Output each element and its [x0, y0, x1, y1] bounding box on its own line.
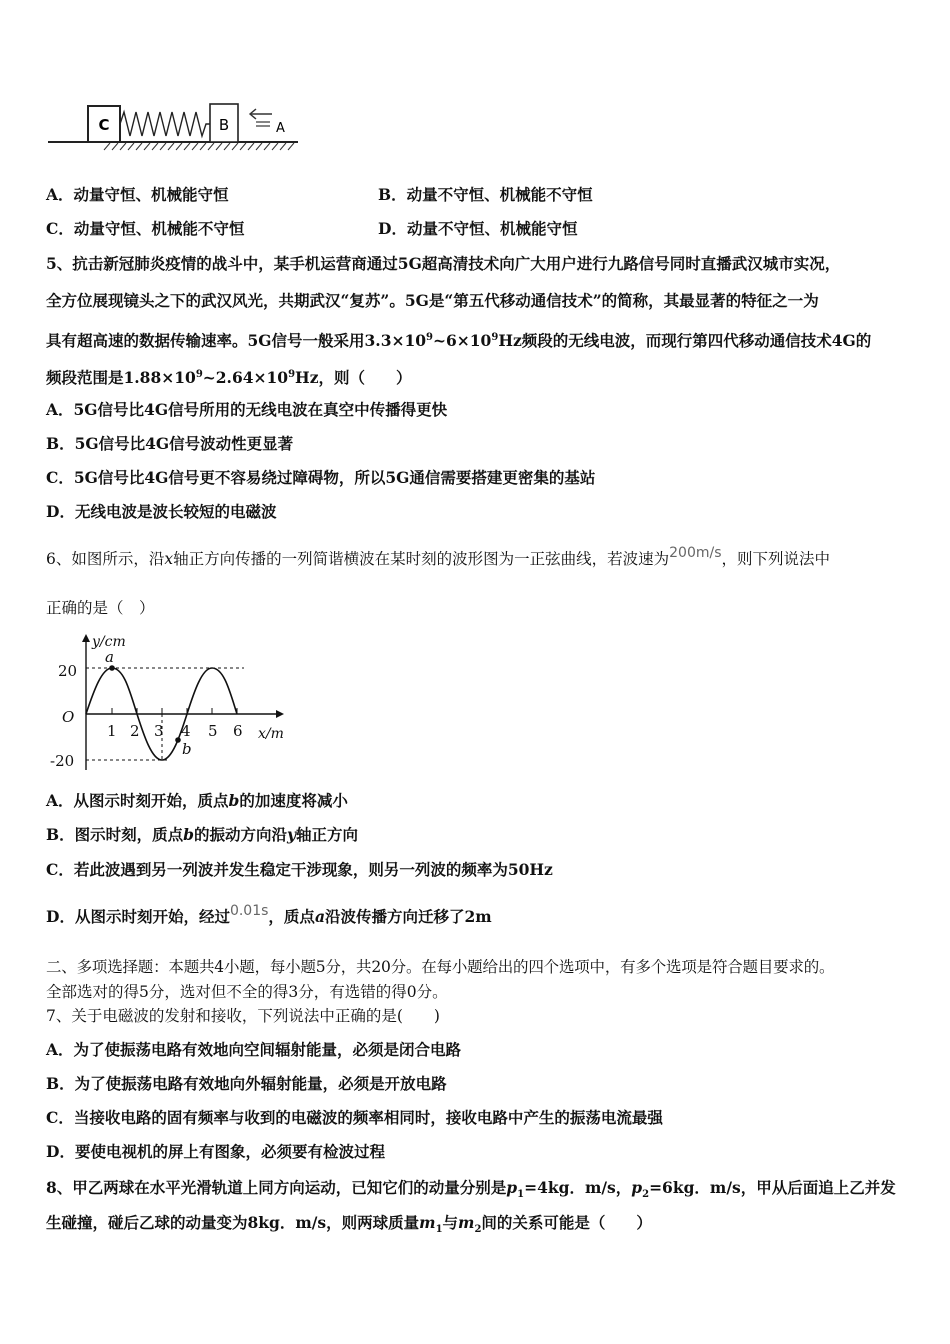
q5-line4-exp1: 9 [195, 369, 203, 380]
q5-stem-line-3 [46, 327, 871, 352]
q5-stem-line-4 [46, 364, 412, 389]
q6-opt-a-text-1: A．从图示时刻开始，质点 [46, 791, 229, 810]
q6-opt-d-time: 0.01s [229, 903, 269, 919]
q6-stem-line-2: 正确的是（ ） [46, 599, 155, 617]
q5-line4-text-c: Hz，则（ ） [295, 368, 412, 388]
point-b-label: b [182, 740, 192, 758]
y-axis-label: y/cm [92, 634, 126, 650]
q6-opt-a-text-2: 的加速度将减小 [239, 791, 348, 810]
x-tick-3: 3 [154, 722, 164, 740]
q6-opt-d-text-1: D．从图示时刻开始，经过 [46, 907, 230, 926]
section2-line-2: 全部选对的得5分，选对但不全的得3分，有选错的得0分。 [46, 983, 448, 1001]
q6-opt-d-var: a [314, 907, 325, 926]
q8-l1-text-c: =6kg．m/s，甲从后面追上乙并发 [649, 1178, 896, 1197]
q4-option-c: C．动量守恒、机械能不守恒 [46, 219, 245, 238]
q5-line3-text-c: Hz频段的无线电波，而现行第四代移动通信技术4G的 [498, 331, 872, 351]
q5-option-b: B．5G信号比4G信号波动性更显著 [46, 434, 294, 453]
section2-line-1: 二、多项选择题：本题共4小题，每小题5分，共20分。在每小题给出的四个选项中，有多个选项是符合题目要求的。 [46, 958, 835, 976]
q8-m1-sub: 1 [435, 1224, 443, 1236]
x-tick-6: 6 [233, 722, 243, 740]
block-c-label: C [98, 116, 110, 134]
q6-opt-b-var-y: y [286, 825, 296, 844]
origin-label: O [62, 708, 75, 726]
q8-stem-line-2 [46, 1212, 652, 1241]
q4-option-a: A．动量守恒、机械能守恒 [46, 185, 229, 204]
q7-option-b: B．为了使振荡电路有效地向外辐射能量，必须是开放电路 [46, 1074, 447, 1093]
q5-option-d: D．无线电波是波长较短的电磁波 [46, 502, 277, 521]
q6-opt-b-text-2: 的振动方向沿 [193, 825, 287, 844]
q6-option-b [46, 824, 358, 846]
q6-line1-text-b: 轴正方向传播的一列简谐横波在某时刻的波形图为一正弦曲线，若波速为 [173, 550, 670, 568]
q5-stem-line-2: 全方位展现镜头之下的武汉风光，共期武汉“复苏”。5G是“第五代移动通信技术”的简称，其最显著的特征之一为 [46, 291, 819, 310]
q6-opt-a-var: b [228, 791, 240, 810]
q6-var-x: x [164, 550, 174, 568]
q8-stem-line-1 [46, 1177, 896, 1206]
spring-block-figure [44, 98, 304, 154]
q8-p2-sub: 2 [642, 1189, 650, 1201]
q8-m1: m [419, 1213, 436, 1232]
q8-m2-sub: 2 [474, 1224, 482, 1236]
q6-option-d [46, 903, 492, 929]
x-tick-1: 1 [107, 722, 117, 740]
q4-option-b: B．动量不守恒、机械能不守恒 [378, 185, 593, 204]
wave-graph [44, 630, 304, 778]
q5-line4-exp2: 9 [288, 369, 296, 380]
q5-line3-text-a: 具有超高速的数据传输速率。5G信号一般采用3.3×10 [46, 331, 427, 351]
q8-m2: m [458, 1213, 475, 1232]
x-tick-5: 5 [208, 722, 218, 740]
q4-option-d: D．动量不守恒、机械能守恒 [378, 219, 578, 238]
x-tick-2: 2 [130, 722, 140, 740]
q8-p1-sub: 1 [517, 1189, 525, 1201]
arrow-a-label: A [276, 121, 285, 136]
q6-opt-b-var: b [183, 825, 194, 844]
q8-p2: p [631, 1178, 643, 1197]
q7-option-a: A．为了使振荡电路有效地向空间辐射能量，必须是闭合电路 [46, 1040, 462, 1059]
q7-option-d: D．要使电视机的屏上有图象，必须要有检波过程 [46, 1142, 385, 1161]
point-a-dot [109, 665, 115, 671]
q6-option-c: C．若此波遇到另一列波并发生稳定干涉现象，则另一列波的频率为50Hz [46, 860, 553, 879]
block-b-label: B [218, 116, 230, 134]
y-tick-20: 20 [58, 662, 78, 680]
q6-line1-text-c: ，则下列说法中 [721, 550, 831, 568]
q5-line4-text-a: 频段范围是1.88×10 [46, 368, 196, 388]
q5-line3-text-b: ~6×10 [433, 331, 492, 351]
q5-line3-exp1: 9 [426, 332, 434, 343]
point-b-dot [175, 737, 181, 743]
q8-p1: p [506, 1178, 518, 1197]
q5-line3-exp2: 9 [491, 332, 499, 343]
q6-opt-d-text-3: 沿波传播方向迁移了2m [324, 907, 492, 926]
q6-opt-d-text-2: ，质点 [268, 907, 315, 926]
q5-stem-line-1: 5、抗击新冠肺炎疫情的战斗中，某手机运营商通过5G超高清技术向广大用户进行九路信号同时直播武汉城市实况， [46, 254, 841, 273]
q8-l2-text-b: 与 [442, 1213, 459, 1232]
q5-option-c: C．5G信号比4G信号更不容易绕过障碍物，所以5G通信需要搭建更密集的基站 [46, 468, 596, 487]
q6-wave-speed: 200m/s [669, 545, 722, 561]
q7-option-c: C．当接收电路的固有频率与收到的电磁波的频率相同时，接收电路中产生的振荡电流最强 [46, 1108, 663, 1127]
q7-stem: 7、关于电磁波的发射和接收，下列说法中正确的是( ) [46, 1007, 440, 1025]
q8-l1-text-a: 8、甲乙两球在水平光滑轨道上同方向运动，已知它们的动量分别是 [46, 1178, 507, 1197]
q6-opt-b-text-1: B．图示时刻，质点 [46, 825, 184, 844]
y-tick-neg20: -20 [50, 752, 75, 770]
q8-l2-text-c: 间的关系可能是（ ） [481, 1213, 652, 1232]
x-axis-label: x/m [258, 726, 284, 742]
q8-l2-text-a: 生碰撞，碰后乙球的动量变为8kg．m/s，则两球质量 [46, 1213, 420, 1232]
x-tick-4: 4 [181, 722, 191, 740]
q5-option-a: A．5G信号比4G信号所用的无线电波在真空中传播得更快 [46, 400, 448, 419]
q6-stem-line-1 [46, 545, 831, 571]
q5-line4-text-b: ~2.64×10 [202, 368, 289, 388]
q8-l1-text-b: =4kg．m/s， [524, 1178, 632, 1197]
q6-line1-text-a: 6、如图所示，沿 [46, 550, 165, 568]
q6-option-a [46, 790, 348, 812]
q6-opt-b-text-3: 轴正方向 [295, 825, 358, 844]
point-a-label: a [105, 648, 114, 666]
spring [120, 112, 210, 136]
